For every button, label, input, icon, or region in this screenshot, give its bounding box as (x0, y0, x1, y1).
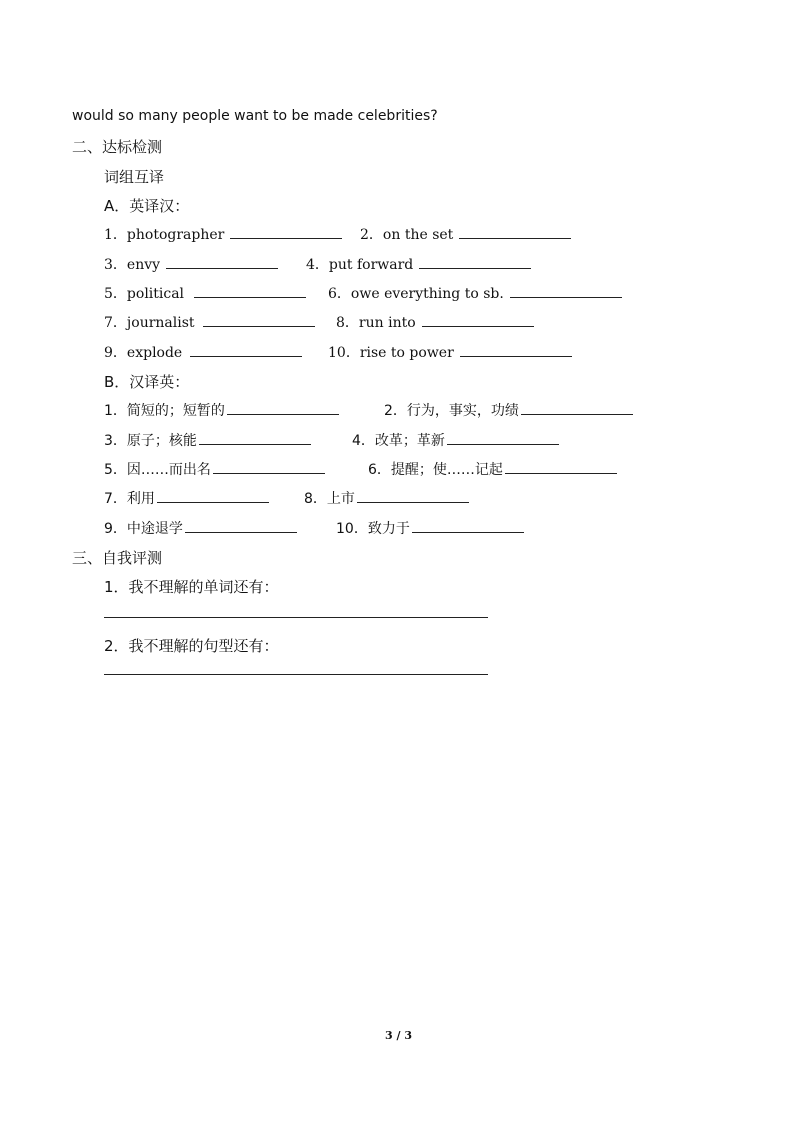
part-a-item: 2．on the set (360, 224, 571, 244)
part-a-heading: A．英译汉： (104, 197, 190, 215)
part-b-item: 9．中途退学 (104, 518, 297, 538)
answer-blank[interactable] (157, 488, 269, 503)
section-heading-2: 二、达标检测 (72, 138, 163, 156)
answer-blank[interactable] (185, 518, 297, 533)
page-number: 3 / 3 (385, 1029, 412, 1042)
part-b-item: 8．上市 (304, 488, 469, 508)
self-eval-question-1: 1．我不理解的单词还有： (104, 578, 279, 596)
part-b-heading: B．汉译英： (104, 373, 190, 391)
part-b-item: 5．因……而出名 (104, 459, 325, 479)
answer-line-2[interactable] (104, 674, 488, 675)
answer-blank[interactable] (419, 254, 531, 269)
part-b-item: 6．提醒；使……记起 (368, 459, 617, 479)
part-b-item: 1．简短的；短暂的 (104, 400, 339, 420)
part-a-item: 1．photographer (104, 224, 342, 244)
part-a-item: 10．rise to power (328, 342, 572, 362)
answer-blank[interactable] (199, 430, 311, 445)
answer-blank[interactable] (510, 283, 622, 298)
part-b-item: 7．利用 (104, 488, 269, 508)
part-a-item: 6．owe everything to sb. (328, 283, 622, 303)
part-b-item: 2．行为，事实，功绩 (384, 400, 633, 420)
part-a-item: 9．explode (104, 342, 302, 362)
answer-blank[interactable] (190, 342, 302, 357)
answer-blank[interactable] (460, 342, 572, 357)
section-heading-3: 三、自我评测 (72, 549, 163, 567)
answer-line-1[interactable] (104, 617, 488, 618)
part-a-item: 7．journalist (104, 312, 315, 332)
part-a-item: 5．political (104, 283, 306, 303)
self-eval-question-2: 2．我不理解的句型还有： (104, 637, 279, 655)
part-b-item: 10．致力于 (336, 518, 524, 538)
part-a-item: 3．envy (104, 254, 278, 274)
answer-blank[interactable] (459, 224, 571, 239)
answer-blank[interactable] (230, 224, 342, 239)
answer-blank[interactable] (357, 488, 469, 503)
answer-blank[interactable] (194, 283, 306, 298)
answer-blank[interactable] (166, 254, 278, 269)
answer-blank[interactable] (227, 400, 339, 415)
part-b-item: 3．原子；核能 (104, 430, 311, 450)
answer-blank[interactable] (213, 459, 325, 474)
answer-blank[interactable] (521, 400, 633, 415)
part-a-item: 8．run into (336, 312, 534, 332)
answer-blank[interactable] (447, 430, 559, 445)
part-a-item: 4．put forward (306, 254, 531, 274)
answer-blank[interactable] (203, 312, 315, 327)
subheading-phrase-translation: 词组互译 (104, 168, 165, 186)
part-b-item: 4．改革；革新 (352, 430, 559, 450)
answer-blank[interactable] (505, 459, 617, 474)
answer-blank[interactable] (422, 312, 534, 327)
answer-blank[interactable] (412, 518, 524, 533)
intro-sentence: would so many people want to be made celebrities? (72, 108, 438, 124)
